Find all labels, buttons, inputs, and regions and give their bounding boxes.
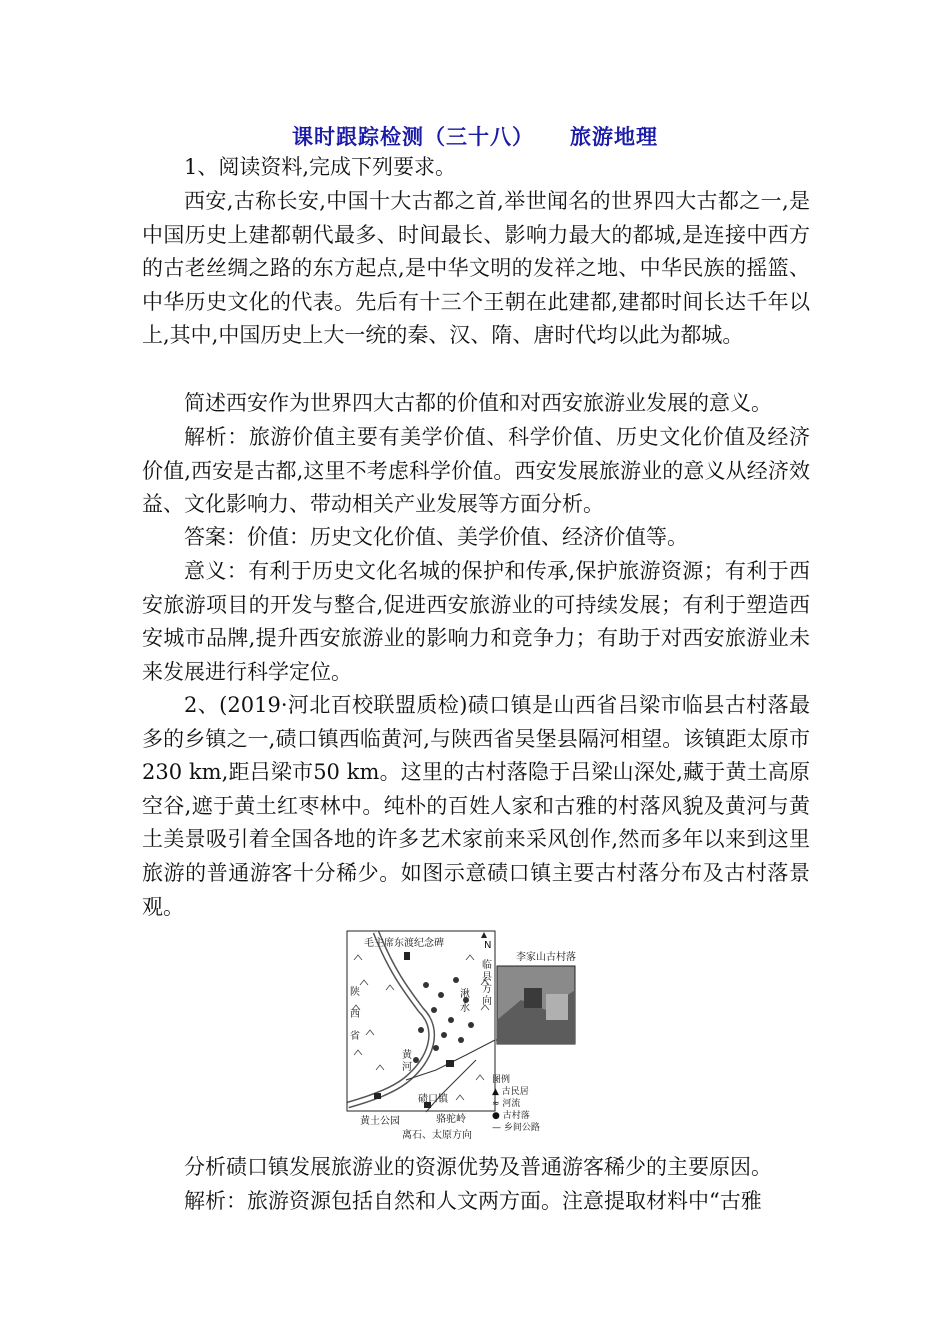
page-title — [0, 121, 950, 151]
park-label: 黄土公园 — [360, 1116, 400, 1127]
legend-title: 图例 — [492, 1075, 511, 1085]
question-2-prompt: 分析碛口镇发展旅游业的资源优势及普通游客稀少的主要原因。 — [184, 1155, 772, 1179]
map-legend — [492, 1074, 540, 1134]
direction-bottom-label: 离石、太原方向 — [402, 1130, 472, 1141]
province-label: 陕西省 — [350, 987, 360, 1042]
question-2-passage: 2、(2019·河北百校联盟质检)碛口镇是山西省吕梁市临县古村落最多的乡镇之一,碛口镇西临黄河,与陕西省吴堡县隔河相望。该镇距太原市230 km,距吕梁市50 km。这里的古村落隐于吕梁山深处,藏于黄土高原空谷,遮于黄土红枣林中。纯朴的百姓人家和古雅的村落风貌及黄河与黄土美景吸引着全国各地的许多艺术家前来采风创作,然而多年以来到这里旅游的普通游客十分稀少。如图示意碛口镇主要古村落分布及古村落景观。 — [142, 693, 810, 919]
question-1-prompt: 简述西安作为世界四大古都的价值和对西安旅游业发展的意义。 — [184, 391, 772, 415]
town-label: 碛口镇 — [418, 1094, 448, 1105]
legend-item: ▲ 古民居 — [492, 1087, 529, 1097]
title-main: 课时跟踪检测（三十八） — [292, 124, 534, 149]
legend-item: ≈ 河流 — [492, 1099, 521, 1109]
answer-1-significance: 意义：有利于历史文化名城的保护和传承,保护旅游资源；有利于西安旅游项目的开发与整合,促进西安旅游业的可持续发展；有利于塑造西安城市品牌,提升西安旅游业的影响力和竞争力；有助于对西安旅游业未来发展进行科学定位。 — [142, 559, 810, 684]
analysis-2: 解析：旅游资源包括自然和人文两方面。注意提取材料中“古雅 — [184, 1189, 762, 1213]
place-bottom-label: 骆驼岭 — [436, 1114, 466, 1125]
water-label: 湫水 — [460, 989, 470, 1014]
direction-linxian-label: 临县方向 — [482, 960, 492, 1007]
question-1-heading: 1、阅读资料,完成下列要求。 — [184, 155, 457, 179]
north-label: N — [484, 940, 492, 951]
answer-1-value: 答案：价值：历史文化价值、美学价值、经济价值等。 — [184, 525, 688, 549]
analysis-1: 解析：旅游价值主要有美学价值、科学价值、历史文化价值及经济价值,西安是古都,这里不考虑科学价值。西安发展旅游业的意义从经济效益、文化影响力、带动相关产业发展等方面分析。 — [142, 425, 810, 517]
passage-xian: 西安,古称长安,中国十大古都之首,举世闻名的世界四大古都之一,是中国历史上建都朝代最多、时间最长、影响力最大的都城,是连接中西方的古老丝绸之路的东方起点,是中华文明的发祥之地、中华民族的摇篮、中华历史文化的代表。先后有十三个王朝在此建都,建都时间长达千年以上,其中,中国历史上大一统的秦、汉、隋、唐时代均以此为都城。 — [142, 189, 810, 348]
monument-label: 毛主席东渡纪念碑 — [364, 938, 444, 949]
river-label: 黄河 — [402, 1050, 412, 1073]
map-figure — [346, 930, 576, 1140]
village-photo-title: 李家山古村落 — [516, 952, 576, 963]
title-sub: 旅游地理 — [570, 124, 658, 149]
legend-item: ● 古村落 — [492, 1111, 530, 1121]
legend-item: — 乡间公路 — [492, 1123, 540, 1133]
